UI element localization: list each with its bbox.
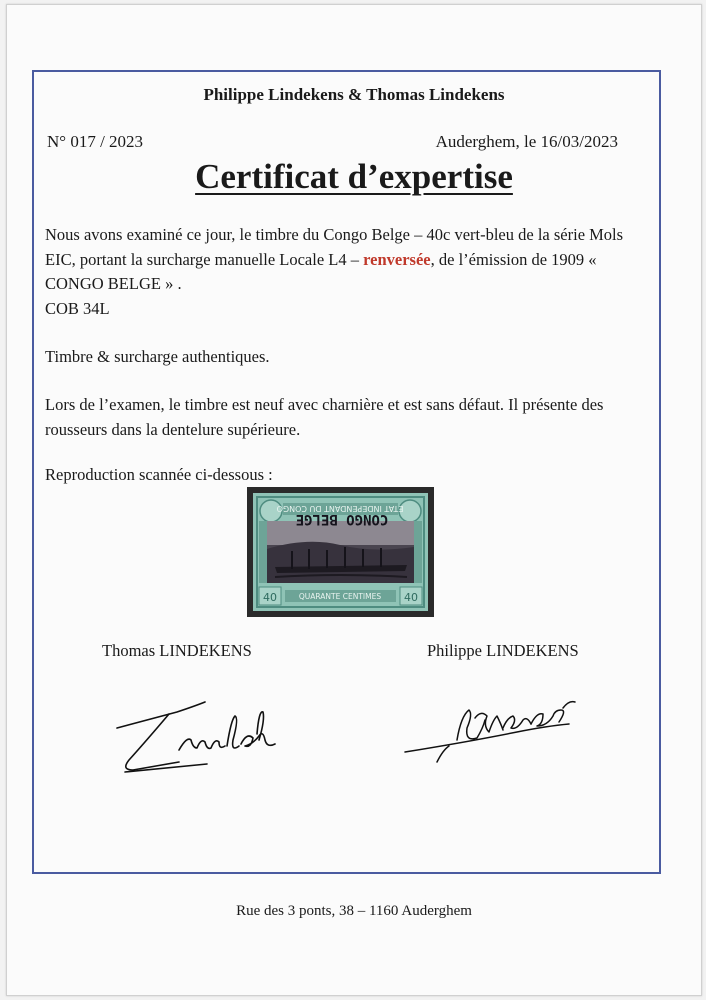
experts-header: Philippe Lindekens & Thomas Lindekens bbox=[203, 85, 505, 104]
signatory-right-name: Philippe LINDEKENS bbox=[427, 641, 579, 660]
signature-left bbox=[107, 690, 287, 785]
stamp-image bbox=[247, 487, 434, 617]
certificate-page bbox=[6, 4, 702, 996]
signature-right bbox=[397, 680, 582, 775]
certificate-number: N° 017 / 2023 bbox=[47, 132, 144, 151]
description-text-end: , de l’émission de 1909 « CONGO BELGE » . bbox=[45, 249, 597, 293]
reproduction-label: Reproduction scannée ci-dessous : bbox=[45, 465, 273, 484]
stamp-overprint: CONGO BELGE bbox=[295, 511, 389, 527]
signatory-left-name: Thomas LINDEKENS bbox=[102, 641, 252, 660]
description-text-start: Nous avons examiné ce jour, le timbre du Congo Belge – 40c vert-bleu de la série Mols EIC, portant la surcharge manuelle Locale L4 – bbox=[45, 225, 624, 269]
footer-address: Rue des 3 ponts, 38 – 1160 Auderghem bbox=[236, 903, 472, 919]
certificate-title: Certificat d’expertise bbox=[195, 157, 513, 196]
condition-paragraph: Lors de l’examen, le timbre est neuf avec charnière et est sans défaut. Il présente des rousseurs dans la dentelure supérieure. bbox=[45, 395, 604, 439]
stamp-value-right: 40 bbox=[404, 591, 418, 604]
stamp-top-text: ETAT INDEPENDANT DU CONGO bbox=[276, 504, 404, 513]
stamp-value-left: 40 bbox=[263, 591, 277, 604]
description-paragraph bbox=[45, 223, 645, 321]
authenticity-statement: Timbre & surcharge authentiques. bbox=[45, 347, 270, 366]
place-date: Auderghem, le 16/03/2023 bbox=[435, 132, 618, 151]
stamp-bottom-text: QUARANTE CENTIMES bbox=[298, 592, 382, 601]
cob-reference: COB 34L bbox=[45, 298, 110, 318]
inverted-highlight: renversée bbox=[363, 249, 431, 269]
